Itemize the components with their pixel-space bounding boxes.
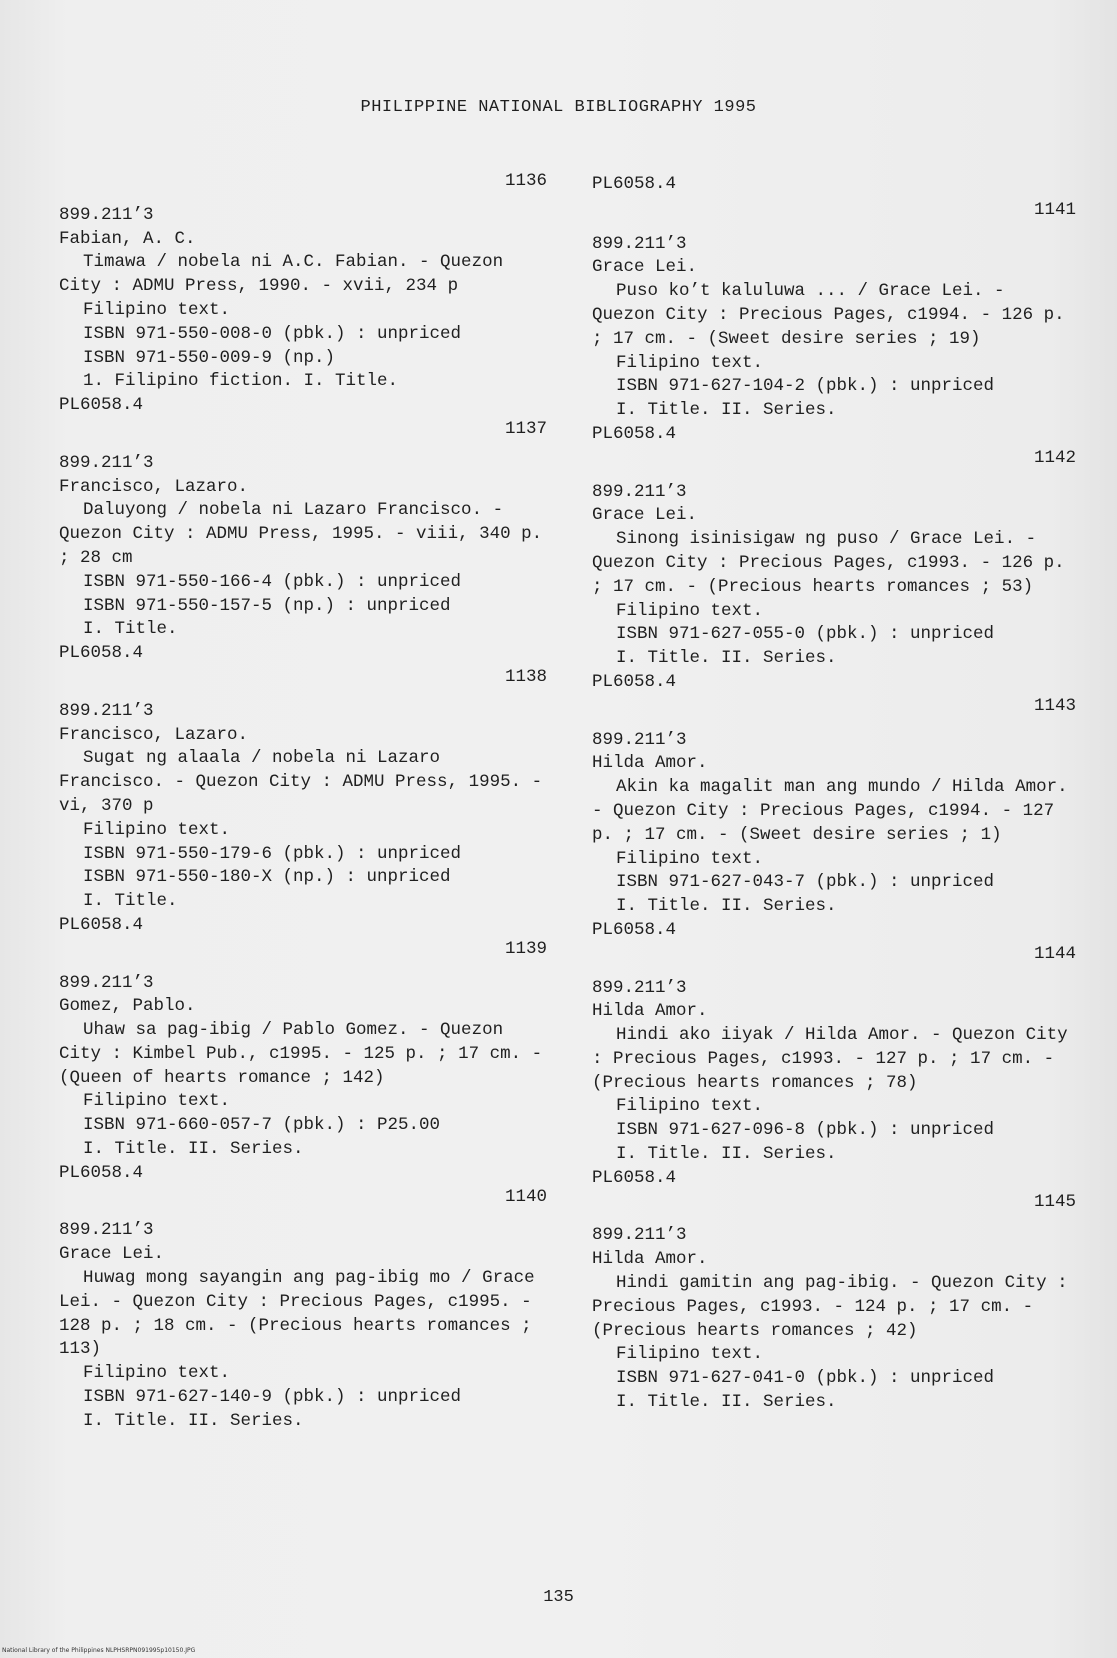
bibliography-entry-1143	[592, 695, 1076, 943]
note: I. Title.	[83, 891, 178, 912]
entry-number: 1141	[1033, 199, 1076, 220]
author: Hilda Amor.	[592, 753, 708, 774]
note: ISBN 971-627-041-0 (pbk.) : unpriced	[616, 1368, 995, 1389]
note: I. Title. II. Series.	[616, 1144, 837, 1165]
author: Hilda Amor.	[592, 1249, 708, 1270]
author: Fabian, A. C.	[59, 228, 196, 249]
lc-call-number: PL6058.4	[592, 423, 677, 444]
entry-number: 1143	[1033, 695, 1076, 716]
lc-call-number: PL6058.4	[59, 914, 144, 935]
note: I. Title. II. Series.	[83, 1139, 304, 1160]
description: Sugat ng alaala / nobela ni Lazaro Francisco. - Quezon City : ADMU Press, 1995. - vi, 370 p	[59, 748, 543, 816]
left-column	[59, 170, 547, 1434]
bibliography-entry-1142	[592, 447, 1076, 695]
lc-call-number: PL6058.4	[592, 174, 677, 194]
note: Filipino text.	[83, 1363, 231, 1384]
author: Hilda Amor.	[592, 1001, 708, 1022]
right-column	[592, 173, 1076, 1415]
note: Filipino text.	[83, 1091, 231, 1112]
description: Huwag mong sayangin ang pag-ibig mo / Grace Lei. - Quezon City : Precious Pages, c1995. - 128 p. ; 18 cm. - (Precious hearts romances ; 113)	[59, 1268, 535, 1360]
note: 1. Filipino fiction. I. Title.	[83, 371, 399, 392]
classification-number: 899.211’3	[592, 1225, 687, 1246]
note: I. Title. II. Series.	[616, 400, 837, 421]
entry-number: 1144	[1033, 943, 1076, 964]
author: Francisco, Lazaro.	[59, 476, 249, 497]
note: ISBN 971-550-157-5 (np.) : unpriced	[83, 595, 451, 616]
lc-call-number: PL6058.4	[592, 1167, 677, 1188]
scan-footer: National Library of the Philippines NLPHSRPN091995p10150.JPG	[2, 1647, 196, 1654]
note: Filipino text.	[83, 299, 231, 320]
author: Grace Lei.	[592, 257, 698, 278]
bibliography-entry-1140	[59, 1186, 547, 1434]
entry-number: 1145	[1033, 1191, 1076, 1212]
bibliography-entry-1141	[592, 199, 1076, 447]
page-title: PHILIPPINE NATIONAL BIBLIOGRAPHY 1995	[360, 98, 757, 117]
bibliography-entry-1139	[59, 938, 547, 1186]
bibliography-entry-1138	[59, 666, 547, 938]
classification-number: 899.211’3	[59, 204, 154, 225]
classification-number: 899.211’3	[59, 700, 154, 721]
bibliography-entry-1144	[592, 943, 1076, 1191]
note: Filipino text.	[616, 848, 764, 869]
note: ISBN 971-627-104-2 (pbk.) : unpriced	[616, 376, 995, 397]
note: ISBN 971-550-180-X (np.) : unpriced	[83, 867, 451, 888]
lc-call-number: PL6058.4	[592, 919, 677, 940]
entry-number: 1137	[504, 418, 547, 439]
entry-number: 1138	[504, 666, 547, 687]
description: Hindi ako iiyak / Hilda Amor. - Quezon City : Precious Pages, c1993. - 127 p. ; 17 cm. - (Precious hearts romances ; 78)	[592, 1025, 1068, 1093]
author: Gomez, Pablo.	[59, 996, 196, 1017]
note: ISBN 971-627-096-8 (pbk.) : unpriced	[616, 1120, 995, 1141]
description: Akin ka magalit man ang mundo / Hilda Amor. - Quezon City : Precious Pages, c1994. - 127 p. ; 17 cm. - (Sweet desire series ; 1)	[592, 777, 1068, 845]
note: Filipino text.	[616, 1344, 764, 1365]
bibliography-entry-1137	[59, 418, 547, 666]
note: Filipino text.	[616, 1096, 764, 1117]
note: ISBN 971-627-140-9 (pbk.) : unpriced	[83, 1387, 462, 1408]
page-number: 135	[543, 1588, 574, 1607]
classification-number: 899.211’3	[59, 972, 154, 993]
note: ISBN 971-660-057-7 (pbk.) : P25.00	[83, 1115, 441, 1136]
bibliography-entry-1136	[59, 170, 547, 418]
lc-call-number: PL6058.4	[592, 671, 677, 692]
note: I. Title. II. Series.	[616, 648, 837, 669]
description: Timawa / nobela ni A.C. Fabian. - Quezon City : ADMU Press, 1990. - xvii, 234 p	[59, 252, 504, 297]
author: Grace Lei.	[592, 505, 698, 526]
note: Filipino text.	[616, 600, 764, 621]
note: I. Title. II. Series.	[616, 896, 837, 917]
note: ISBN 971-627-043-7 (pbk.) : unpriced	[616, 872, 995, 893]
lc-call-number: PL6058.4	[59, 395, 144, 416]
classification-number: 899.211’3	[592, 729, 687, 750]
entry-number: 1139	[504, 938, 547, 959]
note: Filipino text.	[616, 352, 764, 373]
lc-call-number: PL6058.4	[59, 1162, 144, 1183]
note: I. Title. II. Series.	[616, 1392, 837, 1413]
bibliography-entry-1145	[592, 1191, 1076, 1415]
description: Sinong isinisigaw ng puso / Grace Lei. - Quezon City : Precious Pages, c1993. - 126 p. ; 17 cm. - (Precious hearts romances ; 53)	[592, 529, 1065, 597]
entry-number: 1140	[504, 1186, 547, 1207]
author: Grace Lei.	[59, 1244, 165, 1265]
entry-number: 1136	[504, 171, 547, 191]
description: Hindi gamitin ang pag-ibig. - Quezon City : Precious Pages, c1993. - 124 p. ; 17 cm. - (Precious hearts romances ; 42)	[592, 1273, 1068, 1341]
note: ISBN 971-550-009-9 (np.)	[83, 347, 336, 368]
note: ISBN 971-550-166-4 (pbk.) : unpriced	[83, 571, 462, 592]
note: I. Title. II. Series.	[83, 1410, 304, 1431]
description: Daluyong / nobela ni Lazaro Francisco. - Quezon City : ADMU Press, 1995. - viii, 340 p. ; 28 cm	[59, 500, 543, 568]
lc-call-number: PL6058.4	[59, 643, 144, 664]
note: ISBN 971-550-179-6 (pbk.) : unpriced	[83, 843, 462, 864]
classification-number: 899.211’3	[59, 1220, 154, 1241]
classification-number: 899.211’3	[592, 977, 687, 998]
note: ISBN 971-627-055-0 (pbk.) : unpriced	[616, 624, 995, 645]
entry-number: 1142	[1033, 447, 1076, 468]
classification-number: 899.211’3	[592, 233, 687, 254]
classification-number: 899.211’3	[59, 452, 154, 473]
note: Filipino text.	[83, 819, 231, 840]
note: I. Title.	[83, 619, 178, 640]
description: Puso ko’t kaluluwa ... / Grace Lei. - Quezon City : Precious Pages, c1994. - 126 p. ; 17 cm. - (Sweet desire series ; 19)	[592, 281, 1065, 349]
description: Uhaw sa pag-ibig / Pablo Gomez. - Quezon City : Kimbel Pub., c1995. - 125 p. ; 17 cm. - (Queen of hearts romance ; 142)	[59, 1020, 543, 1088]
author: Francisco, Lazaro.	[59, 724, 249, 745]
note: ISBN 971-550-008-0 (pbk.) : unpriced	[83, 323, 462, 344]
classification-number: 899.211’3	[592, 481, 687, 502]
